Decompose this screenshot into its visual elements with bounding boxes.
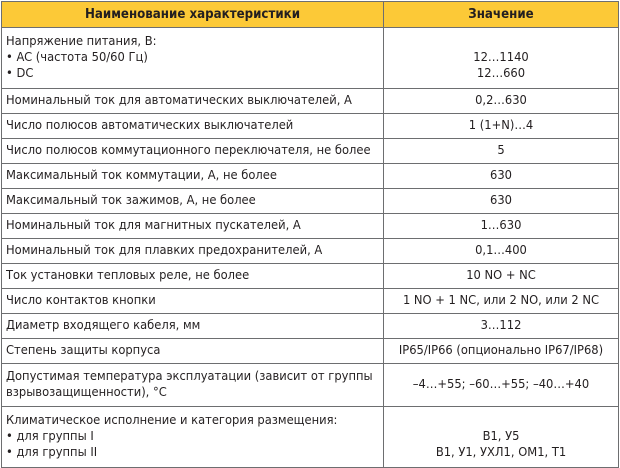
climate-group2-value: В1, У1, УХЛ1, ОМ1, Т1 [435,445,567,460]
row-value: 0,2…630 [384,89,619,114]
temperature-name-line2: взрывозащищенности), °С [6,385,167,400]
row-value: 1…630 [384,214,619,239]
row-name: Ток установки тепловых реле, не более [2,264,384,289]
table-row [2,139,619,164]
row-value: 1 NO + 1 NC, или 2 NO, или 2 NC [384,289,619,314]
header-value: Значение [384,2,619,28]
power-name-cell [2,28,384,89]
row-name: Номинальный ток для магнитных пускателей, А [2,214,384,239]
climate-group1-value: В1, У5 [482,429,520,444]
row-value: 1 (1+N)…4 [384,114,619,139]
specifications-table [1,1,619,468]
row-name: Диаметр входящего кабеля, мм [2,314,384,339]
table-row [2,89,619,114]
row-name: Максимальный ток зажимов, А, не более [2,189,384,214]
power-ac-value: 12…1140 [473,50,529,65]
row-value: IP65/IP66 (опционально IP67/IP68) [384,339,619,364]
row-name: Номинальный ток для плавких предохранителей, А [2,239,384,264]
temperature-name-line1: Допустимая температура эксплуатации (зависит от группы [6,369,373,384]
table-row [2,339,619,364]
table-row [2,239,619,264]
climate-group2-label: • для группы II [6,445,98,460]
row-name: Номинальный ток для автоматических выключателей, А [2,89,384,114]
header-name: Наименование характеристики [2,2,384,28]
power-dc-value: 12…660 [476,66,526,81]
power-value-cell [384,28,619,89]
row-value: 630 [384,189,619,214]
row-value: 10 NO + NC [384,264,619,289]
power-dc-label: • DC [6,66,34,81]
climate-group1-label: • для группы I [6,429,94,444]
table-row [2,314,619,339]
power-label: Напряжение питания, В: [6,34,157,49]
climate-name-cell [2,407,384,468]
row-name: Число полюсов автоматических выключателей [2,114,384,139]
power-ac-label: • AC (частота 50/60 Гц) [6,50,148,65]
table-row [2,189,619,214]
table-row-power [2,28,619,89]
table-row [2,264,619,289]
table-row [2,114,619,139]
table-row-climate [2,407,619,468]
climate-label: Климатическое исполнение и категория размещения: [6,413,338,428]
row-name: Максимальный ток коммутации, А, не более [2,164,384,189]
row-value: 0,1…400 [384,239,619,264]
table-row [2,214,619,239]
row-value: 5 [384,139,619,164]
table-row [2,289,619,314]
header-row [2,2,619,28]
table-row-temperature [2,364,619,407]
temperature-value: –4…+55; –60…+55; –40…+40 [384,364,619,407]
table-row [2,164,619,189]
row-value: 3…112 [384,314,619,339]
climate-value-cell [384,407,619,468]
row-name: Степень защиты корпуса [2,339,384,364]
row-name: Число контактов кнопки [2,289,384,314]
row-name: Число полюсов коммутационного переключателя, не более [2,139,384,164]
temperature-name-cell [2,364,384,407]
row-value: 630 [384,164,619,189]
